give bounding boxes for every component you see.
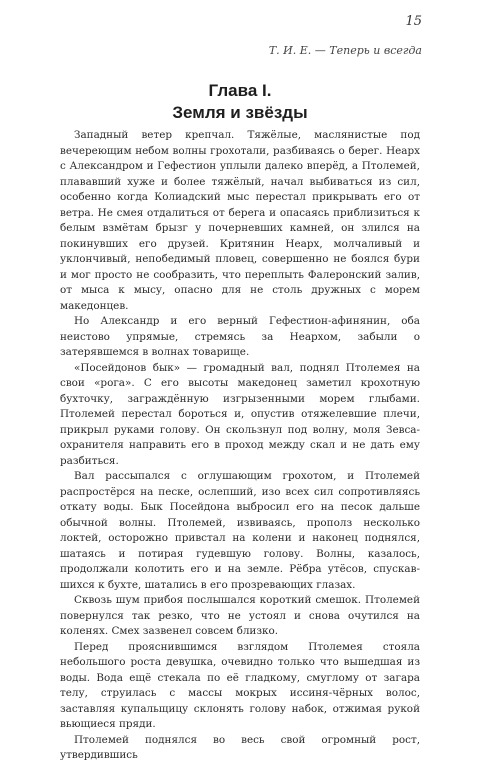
body-text (60, 128, 420, 764)
chapter-heading (0, 80, 480, 124)
paragraph: Птолемей поднялся во весь свой огромный рост, утвердившись (60, 733, 420, 761)
paragraph: «Посейдонов бык» — громадный вал, поднял Птолемея на свои «рога». С его высоты македонец заметил крохотную бухточку, заграждённую изгрызенными морем глыбами. Птолемей перестал бороться и, опустив отяжелевшие плечи, прикрыл руками голову. Он скользнул под волну, моля Зевса-охранителя направить его в проход между скал и не дать ему разбиться. (60, 361, 420, 467)
page-number: 15 (405, 14, 422, 29)
paragraph: Западный ветер крепчал. Тяжёлые, маслянистые под вечереющим небом волны грохотали, разбиваясь о берег. Неарх с Александром и Гефестион уплыли далеко вперёд, а Птолемей, плававший хуже и более тяжёлый, начал выбиваться из сил, особенно когда Колиадский мыс перестал прикрывать его от ветра. Не смея отдалиться от берега и опасаясь приблизиться к белым взмётам брызг у почерневших камней, он злился на покинувших его друзей. Критянин Неарх, молчаливый и уклончивый, непобедимый пловец, совершенно не боялся бури и мог просто не сообразить, что переплыть Фалеронский залив, от мыса к мысу, опасно для не столь дружных с морем македонцев. (60, 129, 420, 312)
running-header: Т. И. Е. — Теперь и всегда (268, 44, 422, 57)
chapter-title: Земля и звёзды (172, 103, 308, 122)
paragraph: Но Александр и его верный Гефестион-афинянин, оба неистово упрямые, стремясь за Неархом, забыли о затерявшемся в волнах товарище. (60, 315, 420, 358)
paragraph: Перед прояснившимся взглядом Птолемея стояла небольшого роста девушка, очевидно только что вышедшая из воды. Вода ещё стекала по её гладкому, смуглому от загара телу, струилась с массы мокрых иссиня-чёрных волос, заставляя купальщицу склонять голову набок, отжимая рукой вьющиеся пряди. (60, 640, 420, 730)
paragraph: Сквозь шум прибоя послышался короткий смешок. Птолемей повернулся так резко, что не устоял и снова очутился на коленях. Смех зазвенел совсем близко. (60, 594, 420, 637)
chapter-number: Глава I. (208, 81, 272, 100)
paragraph: Вал рассыпался с оглушающим грохотом, и Птолемей распростёрся на песке, ослепший, изо всех сил сопротивляясь откату воды. Бык Посейдона выбросил его на песок дальше обычной волны. Птолемей, извиваясь, прополз несколько локтей, осторожно привстал на колени и наконец поднялся, шатаясь и потирая гудевшую голову. Волны, казалось, продолжали колотить его и на земле. Рёбра утёсов, спускавшихся к бухте, шатались в его прозревающих глазах. (60, 470, 420, 591)
